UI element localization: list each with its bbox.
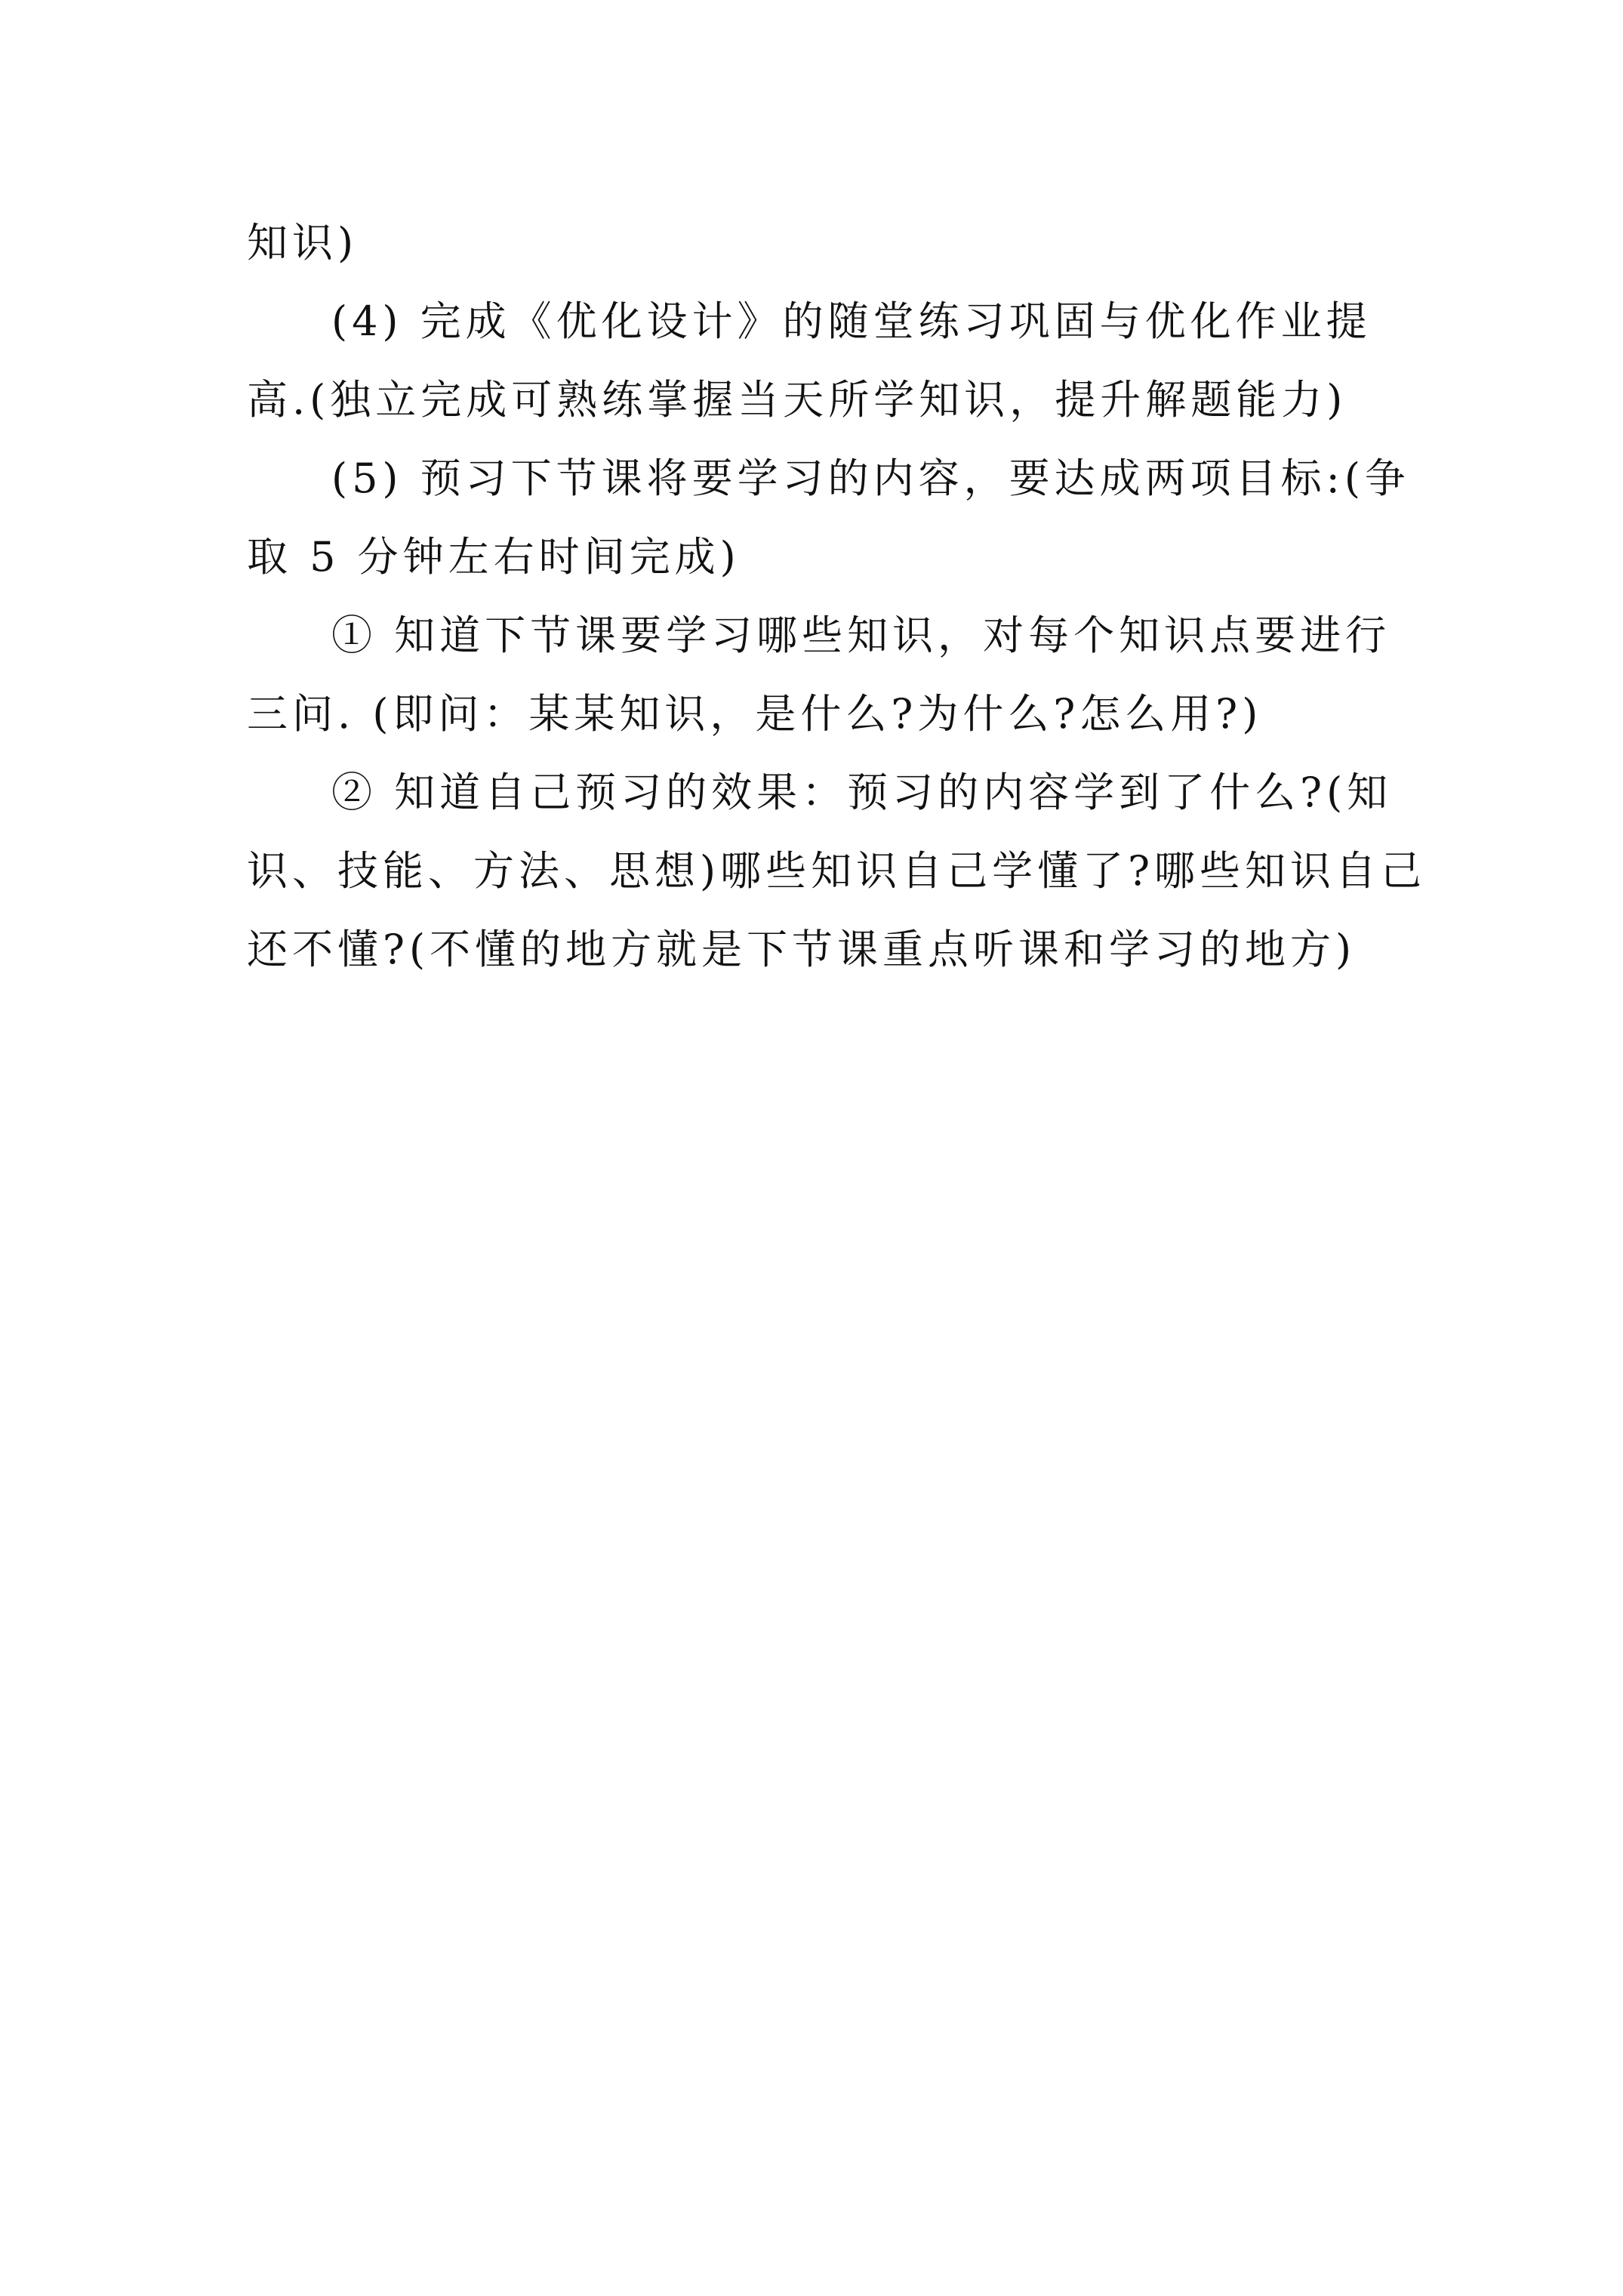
text-line: 高.(独立完成可熟练掌握当天所学知识，提升解题能力) [247,376,1347,424]
text-line: (5) 预习下节课将要学习的内容，要达成两项目标:(争 [331,455,1410,502]
text-line: 三问. (即问：某某知识，是什么?为什么?怎么用?) [247,690,1263,738]
text-line: ① 知道下节课要学习哪些知识，对每个知识点要进行 [331,612,1391,659]
text-line: 知识) [247,219,359,267]
text-line: (4) 完成《优化设计》的随堂练习巩固与优化作业提 [331,297,1372,345]
text-line: 还不懂?(不懂的地方就是下节课重点听课和学习的地方) [247,926,1357,973]
text-line: 识、技能、方法、思想)哪些知识自己学懂了?哪些知识自己 [247,847,1427,895]
text-line: ② 知道自己预习的效果：预习的内容学到了什么?(知 [331,769,1393,816]
document-body [247,204,1427,989]
text-line: 取 5 分钟左右时间完成) [247,533,741,581]
